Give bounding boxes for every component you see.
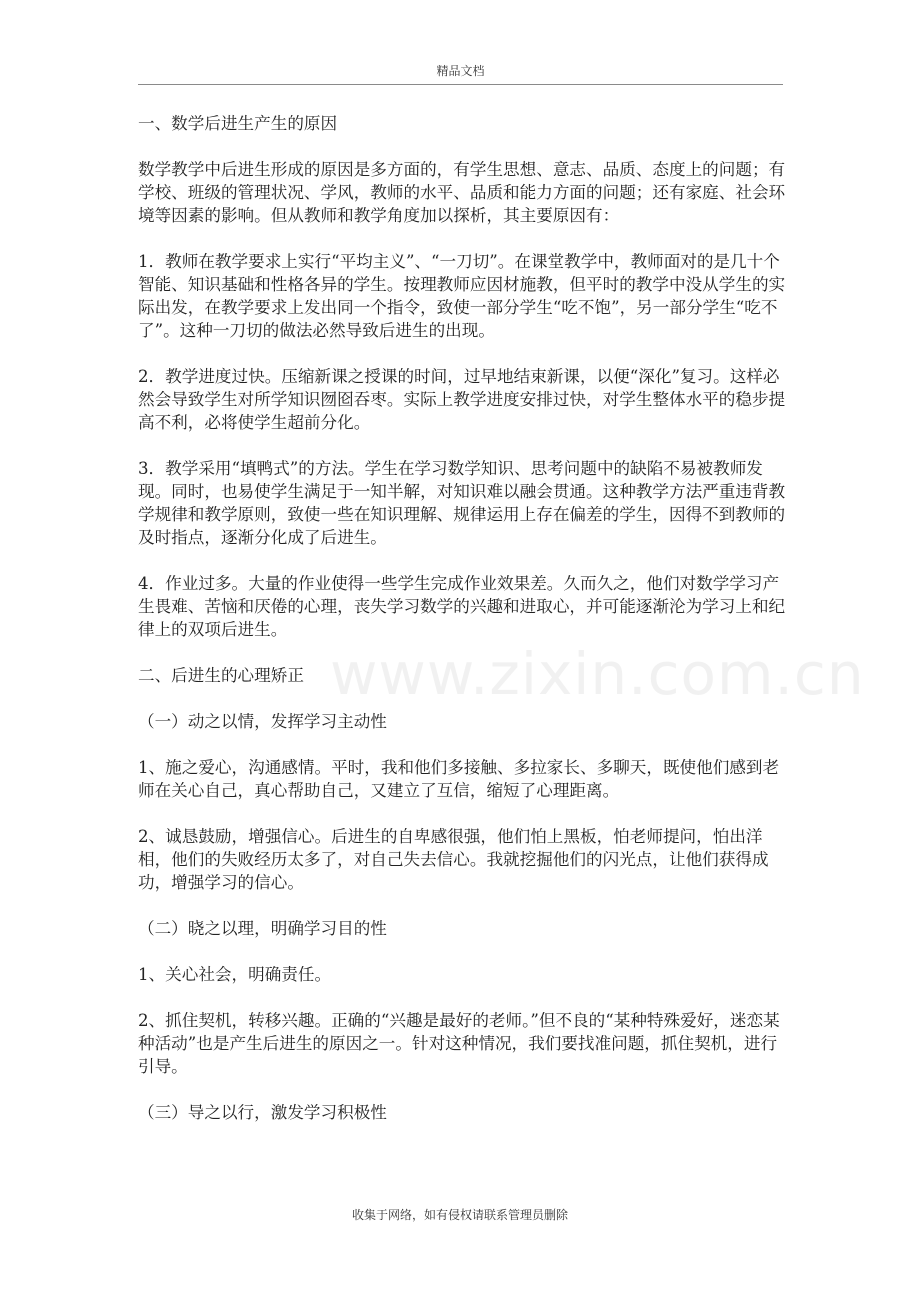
- page-footer: 收集于网络，如有侵权请联系管理员删除: [351, 1208, 568, 1222]
- subsection-heading-2: （二）晓之以理，明确学习目的性: [138, 919, 387, 938]
- subsection-heading-3: （三）导之以行，激发学习积极性: [138, 1103, 387, 1122]
- document-body: [138, 112, 788, 1124]
- watermark: www.zixin.com.cn: [330, 640, 865, 708]
- section-heading-1: 一、数学后进生产生的原因: [138, 114, 338, 133]
- reason-2-paragraph: 2．教学进度过快。压缩新课之授课的时间，过早地结束新课，以便“深化”复习。这样必然会导致学生对所学知识囫囵吞枣。实际上教学进度安排过快，对学生整体水平的稳步提高不利，必将使学生超前分化。: [138, 367, 786, 432]
- page-header: 精品文档: [138, 60, 783, 85]
- subsection-1-item-1: 1、施之爱心，沟通感情。平时，我和他们多接触、多拉家长、多聊天，既使他们感到老师在关心自己，真心帮助自己，又建立了互信，缩短了心理距离。: [138, 758, 780, 800]
- intro-paragraph: 数学教学中后进生形成的原因是多方面的，有学生思想、意志、品质、态度上的问题；有学校、班级的管理状况、学风，教师的水平、品质和能力方面的问题；还有家庭、社会环境等因素的影响。但从教师和教学角度加以探析，其主要原因有：: [138, 160, 786, 225]
- subsection-1-item-2: 2、诚恳鼓励，增强信心。后进生的自卑感很强，他们怕上黑板，怕老师提问，怕出洋相，他们的失败经历太多了，对自己失去信心。我就挖掘他们的闪光点，让他们获得成功，增强学习的信心。: [138, 827, 769, 892]
- reason-1-paragraph: 1．教师在教学要求上实行“平均主义”、“一刀切”。在课堂教学中，教师面对的是几十个智能、知识基础和性格各异的学生。按理教师应因材施教，但平时的教学中没从学生的实际出发，在教学要求上发出同一个指令，致使一部分学生“吃不饱”，另一部分学生“吃不了”。这种一刀切的做法必然导致后进生的出现。: [138, 252, 786, 340]
- section-heading-2: 二、后进生的心理矫正: [138, 666, 304, 685]
- subsection-heading-1: （一）动之以情，发挥学习主动性: [138, 712, 387, 731]
- subsection-2-item-2: 2、抓住契机，转移兴趣。正确的“兴趣是最好的老师。”但不良的“某种特殊爱好，迷恋某种活动”也是产生后进生的原因之一。针对这种情况，我们要找准问题，抓住契机，进行引导。: [138, 1011, 780, 1076]
- subsection-2-item-1: 1、关心社会，明确责任。: [138, 965, 332, 984]
- reason-4-paragraph: 4．作业过多。大量的作业使得一些学生完成作业效果差。久而久之，他们对数学学习产生畏难、苦恼和厌倦的心理，丧失学习数学的兴趣和进取心，并可能逐渐沦为学习上和纪律上的双项后进生。: [138, 574, 786, 639]
- reason-3-paragraph: 3．教学采用“填鸭式”的方法。学生在学习数学知识、思考问题中的缺陷不易被教师发现。同时，也易使学生满足于一知半解，对知识难以融会贯通。这种教学方法严重违背教学规律和教学原则，致使一些在知识理解、规律运用上存在偏差的学生，因得不到教师的及时指点，逐渐分化成了后进生。: [138, 459, 786, 547]
